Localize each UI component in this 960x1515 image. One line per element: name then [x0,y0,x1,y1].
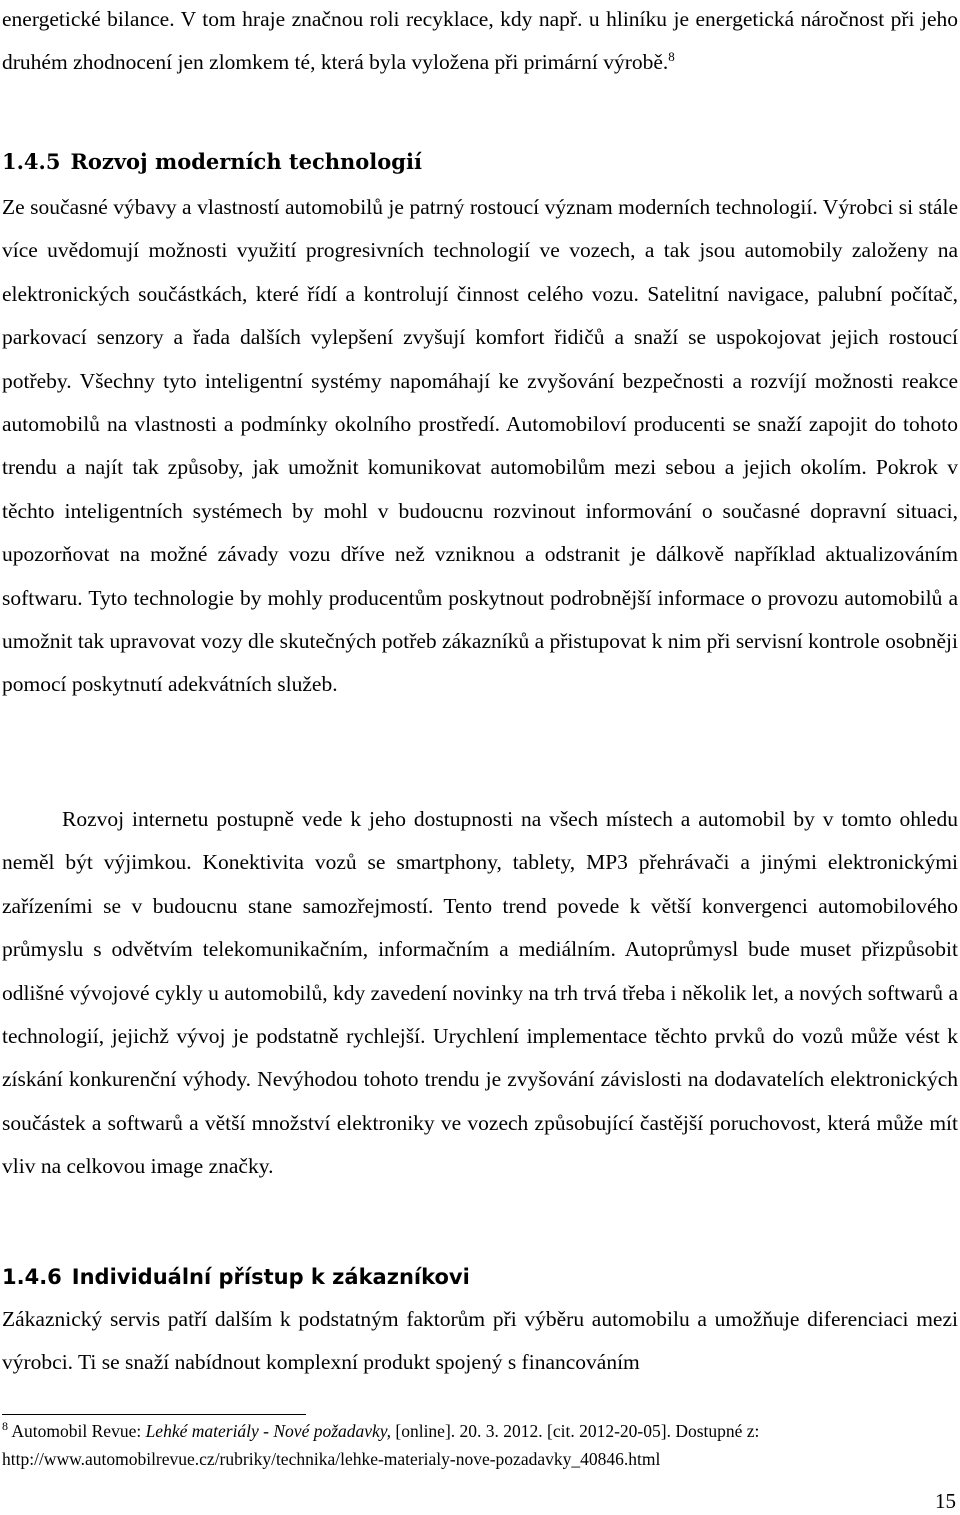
paragraph-technologies: Ze současné výbavy a vlastností automobilů je patrný rostoucí význam moderních technologií. Výrobci si stále více uvědomují možnosti využití progresivních technologií ve vozech, a tak jsou automobily založeny na elektronických součástkách, které řídí a kontrolují činnost celého vozu. Satelitní navigace, palubní počítač, parkovací senzory a řada dalších vylepšení zvyšují komfort řidičů a snaží se uspokojovat jejich rostoucí potřeby. Všechny tyto inteligentní systémy napomáhají ke zvyšování bezpečnosti a rozvíjí možnosti reakce automobilů na vlastnosti a podmínky okolního prostředí. Automobiloví producenti se snaží zapojit do tohoto trendu a najít tak způsoby, jak umožnit komunikovat automobilům mezi sebou a jejich okolím. Pokrok v těchto inteligentních systémech by mohl v budoucnu rozvinout informování o současné dopravní situaci, upozorňovat na možné závady vozu dříve než vzniknou a odstranit je dálkově například aktualizováním softwaru. Tyto technologie by mohly producentům poskytnout podrobnější informace o provozu automobilů a umožnit tak upravovat vozy dle skutečných potřeb zákazníků a přistupovat k nim při servisní kontrole osobněji pomocí poskytnutí adekvátních služeb. [2,195,958,697]
section-number: 1.4.5 [2,149,61,174]
section-heading-1-4-6 [2,1262,470,1292]
footnote-title: Lehké materiály - Nové požadavky, [145,1421,391,1441]
footnote-url-link[interactable]: http://www.automobilrevue.cz/rubriky/technika/lehke-materialy-nove-pozadavky_40846.html [2,1449,661,1469]
footnote-number: 8 [2,1419,8,1434]
paragraph-text: energetické bilance. V tom hraje značnou roli recyklace, kdy např. u hliníku je energetická náročnost při jeho druhém zhodnocení jen zlomkem té, která byla vyložena při primární výrobě. [2,7,958,75]
footnote-source: Automobil Revue: [11,1421,142,1441]
footnote [2,1418,958,1445]
section-number: 1.4.6 [2,1265,62,1289]
footnote-details: [online]. 20. 3. 2012. [cit. 2012-20-05]. Dostupné z: [395,1421,760,1441]
paragraph-intro-continuation [2,0,958,85]
section-heading-1-4-5 [2,147,422,177]
paragraph-internet: Rozvoj internetu postupně vede k jeho dostupnosti na všech místech a automobil by v tomto ohledu neměl být výjimkou. Konektivita vozů se smartphony, tablety, MP3 přehrávači a jinými elektronickými zařízeními se v budoucnu stane samozřejmostí. Tento trend povede k větší konvergenci automobilového průmyslu s odvětvím telekomunikačním, informačním a mediálním. Autoprůmysl bude muset přizpůsobit odlišné vývojové cykly u automobilů, kdy zavedení novinky na trh trvá třeba i několik let, a nových softwarů a technologií, jejichž vývoj je podstatně rychlejší. Urychlení implementace těchto prvků do vozů může vést k získání konkurenční výhody. Nevýhodou tohoto trendu je zvyšování závislosti na dodavatelích elektronických součástek a softwarů a větší množství elektroniky ve vozech způsobující častější poruchovost, která může mít vliv na celkovou image značky. [2,807,958,1179]
section-title: Rozvoj moderních technologií [70,149,422,174]
footnote-separator [2,1414,306,1415]
page-number: 15 [935,1489,956,1513]
paragraph-customer-service: Zákaznický servis patří dalším k podstatným faktorům při výběru automobilu a umožňuje diferenciaci mezi výrobci. Ti se snaží nabídnout komplexní produkt spojený s financováním [2,1307,958,1375]
section-title: Individuální přístup k zákazníkovi [71,1265,470,1289]
footnote-reference[interactable]: 8 [668,49,675,65]
document-page [2,0,958,1515]
